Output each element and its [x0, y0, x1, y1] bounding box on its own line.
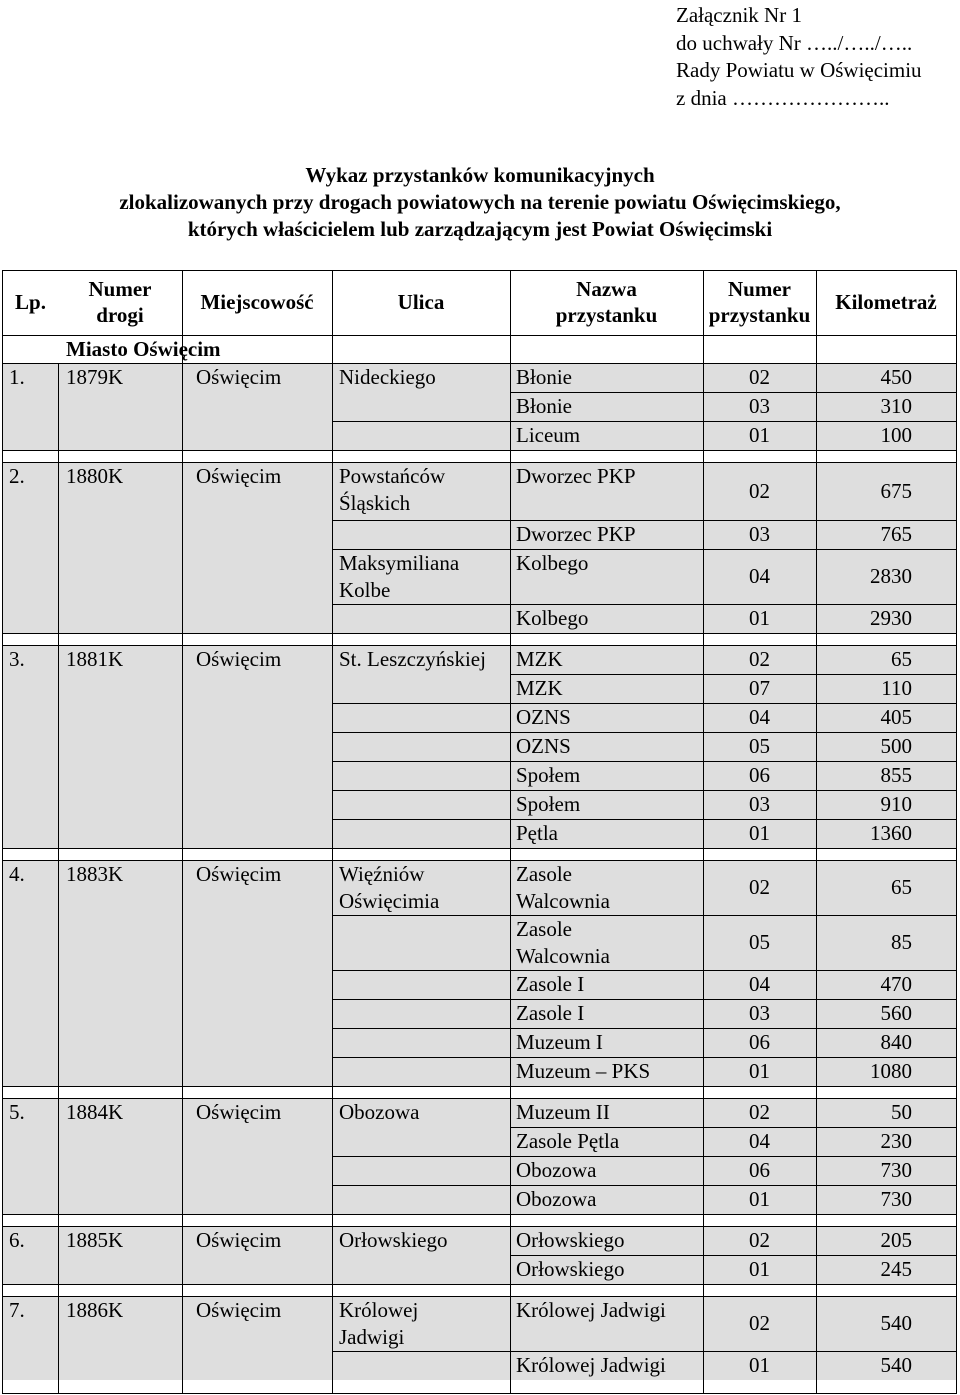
- cell-stop-number: 02: [749, 1311, 770, 1335]
- column-header-line: Miejscowość: [200, 290, 314, 314]
- row-divider: [332, 1156, 956, 1157]
- column-header-line: Lp.: [15, 290, 46, 314]
- cell-lp: 3.: [9, 647, 25, 671]
- cell-stop-name: Muzeum I: [516, 1030, 603, 1054]
- column-header: [58, 276, 182, 328]
- cell-lp: 4.: [9, 862, 25, 886]
- cell-stop-number: 01: [749, 821, 770, 845]
- cell-stop-name: MZK: [516, 647, 563, 671]
- row-divider: [332, 421, 956, 422]
- row-divider: [332, 761, 956, 762]
- section-label: Miasto Oświęcim: [66, 337, 221, 361]
- cell-street: Kolbe: [339, 578, 391, 602]
- column-header: [510, 276, 703, 328]
- cell-km: 2930: [870, 606, 912, 630]
- cell-stop-number: 01: [749, 423, 770, 447]
- cell-km: 855: [880, 763, 912, 787]
- cell-km: 50: [891, 1100, 912, 1124]
- cell-stop-number: 03: [749, 1001, 770, 1025]
- cell-stop-number: 02: [749, 1100, 770, 1124]
- column-header-line: Numer: [88, 277, 152, 301]
- annex-line: Rady Powiatu w Oświęcimiu: [676, 58, 922, 82]
- cell-stop-number: 02: [749, 647, 770, 671]
- column-divider: [816, 271, 817, 1393]
- cell-stop-name: Orłowskiego: [516, 1228, 625, 1252]
- title-line: których właścicielem lub zarządzającym jest Powiat Oświęcimski: [187, 217, 773, 241]
- cell-town: Oświęcim: [196, 647, 282, 671]
- column-header: [703, 276, 816, 328]
- cell-town: Oświęcim: [196, 365, 282, 389]
- group-divider: [3, 1086, 956, 1087]
- group-divider: [3, 450, 956, 451]
- column-header: [182, 289, 332, 315]
- cell-stop-name: Muzeum – PKS: [516, 1059, 651, 1083]
- cell-stop-name: Walcownia: [516, 889, 610, 913]
- cell-km: 310: [880, 394, 912, 418]
- cell-stop-name: Królowej Jadwigi: [516, 1298, 666, 1322]
- cell-stop-name: Zasole I: [516, 1001, 585, 1025]
- cell-km: 100: [880, 423, 912, 447]
- cell-km: 65: [891, 875, 912, 899]
- cell-km: 730: [880, 1158, 912, 1182]
- cell-stop-name: Społem: [516, 792, 581, 816]
- cell-street: Oświęcimia: [339, 889, 440, 913]
- bus-stop-table: [2, 270, 957, 1394]
- cell-stop-name: Zasole I: [516, 972, 585, 996]
- cell-km: 910: [880, 792, 912, 816]
- cell-stop-number: 01: [749, 1059, 770, 1083]
- group-divider: [3, 645, 956, 646]
- cell-street: Obozowa: [339, 1100, 420, 1124]
- cell-km: 405: [880, 705, 912, 729]
- cell-street: Śląskich: [339, 491, 411, 515]
- cell-stop-number: 05: [749, 930, 770, 954]
- cell-stop-name: Orłowskiego: [516, 1257, 625, 1281]
- row-divider: [332, 1185, 956, 1186]
- cell-stop-name: Muzeum II: [516, 1100, 610, 1124]
- cell-stop-name: Dworzec PKP: [516, 464, 636, 488]
- cell-km: 1360: [870, 821, 912, 845]
- cell-km: 730: [880, 1187, 912, 1211]
- cell-km: 2830: [870, 564, 912, 588]
- cell-stop-name: Obozowa: [516, 1187, 597, 1211]
- group-divider: [3, 1098, 956, 1099]
- cell-lp: 7.: [9, 1298, 25, 1322]
- cell-km: 675: [880, 479, 912, 503]
- cell-stop-name: Obozowa: [516, 1158, 597, 1182]
- cell-stop-number: 06: [749, 763, 770, 787]
- group-divider: [3, 462, 956, 463]
- cell-stop-number: 06: [749, 1158, 770, 1182]
- annex-line: Załącznik Nr 1: [676, 3, 802, 27]
- column-header: [816, 289, 956, 315]
- cell-stop-name: Zasole: [516, 862, 572, 886]
- cell-stop-number: 04: [749, 705, 770, 729]
- group-divider: [3, 848, 956, 849]
- cell-street: Powstańców: [339, 464, 446, 488]
- cell-stop-number: 04: [749, 564, 770, 588]
- row-divider: [332, 970, 956, 971]
- column-header-line: Kilometraż: [835, 290, 937, 314]
- cell-km: 110: [881, 676, 912, 700]
- cell-stop-name: Zasole Pętla: [516, 1129, 620, 1153]
- cell-stop-name: Społem: [516, 763, 581, 787]
- cell-stop-name: Liceum: [516, 423, 581, 447]
- row-divider: [332, 999, 956, 1000]
- cell-road: 1879K: [66, 365, 124, 389]
- cell-stop-name: OZNS: [516, 705, 571, 729]
- cell-street: Maksymiliana: [339, 551, 460, 575]
- cell-stop-number: 02: [749, 1228, 770, 1252]
- cell-lp: 1.: [9, 365, 25, 389]
- cell-road: 1886K: [66, 1298, 124, 1322]
- column-header-line: Nazwa: [576, 277, 637, 301]
- group-divider: [3, 1284, 956, 1285]
- cell-stop-number: 03: [749, 522, 770, 546]
- cell-stop-name: MZK: [516, 676, 563, 700]
- cell-stop-name: OZNS: [516, 734, 571, 758]
- cell-street: St. Leszczyńskiej: [339, 647, 486, 671]
- column-header-line: Ulica: [397, 290, 445, 314]
- row-divider: [332, 732, 956, 733]
- column-header-line: przystanku: [708, 303, 811, 327]
- cell-town: Oświęcim: [196, 862, 282, 886]
- cell-km: 765: [880, 522, 912, 546]
- row-divider: [332, 915, 956, 916]
- cell-stop-number: 01: [749, 1353, 770, 1377]
- cell-stop-name: Pętla: [516, 821, 558, 845]
- column-header-line: Numer: [728, 277, 791, 301]
- row-divider: [332, 1028, 956, 1029]
- row-divider: [332, 819, 956, 820]
- cell-km: 470: [880, 972, 912, 996]
- document-title: [0, 162, 960, 243]
- column-divider: [510, 271, 511, 1393]
- cell-lp: 5.: [9, 1100, 25, 1124]
- cell-town: Oświęcim: [196, 1298, 282, 1322]
- annex-line: z dnia …………………..: [676, 85, 890, 110]
- annex-block: [676, 2, 922, 112]
- cell-km: 560: [880, 1001, 912, 1025]
- cell-town: Oświęcim: [196, 464, 282, 488]
- cell-town: Oświęcim: [196, 1228, 282, 1252]
- cell-stop-name: Błonie: [516, 365, 572, 389]
- cell-street: Orłowskiego: [339, 1228, 448, 1252]
- cell-stop-number: 03: [749, 792, 770, 816]
- cell-stop-number: 03: [749, 394, 770, 418]
- cell-street: Więźniów: [339, 862, 425, 886]
- title-line: Wykaz przystanków komunikacyjnych: [305, 163, 655, 187]
- cell-stop-number: 05: [749, 734, 770, 758]
- cell-stop-name: Kolbego: [516, 551, 589, 575]
- group-divider: [3, 1214, 956, 1215]
- cell-stop-number: 04: [749, 972, 770, 996]
- row-divider: [332, 520, 956, 521]
- row-divider: [332, 604, 956, 605]
- cell-stop-number: 01: [749, 1187, 770, 1211]
- cell-km: 65: [891, 647, 912, 671]
- cell-stop-number: 02: [749, 875, 770, 899]
- cell-stop-number: 04: [749, 1129, 770, 1153]
- cell-street: Jadwigi: [339, 1325, 405, 1349]
- group-divider: [3, 1296, 956, 1297]
- group-divider: [3, 1226, 956, 1227]
- cell-road: 1884K: [66, 1100, 124, 1124]
- title-line: zlokalizowanych przy drogach powiatowych na terenie powiatu Oświęcimskiego,: [119, 190, 841, 214]
- cell-stop-name: Zasole: [516, 917, 572, 941]
- cell-stop-name: Kolbego: [516, 606, 589, 630]
- cell-road: 1880K: [66, 464, 124, 488]
- cell-stop-number: 01: [749, 606, 770, 630]
- annex-line: do uchwały Nr …../…../…..: [676, 30, 913, 55]
- cell-km: 500: [880, 734, 912, 758]
- cell-km: 540: [880, 1311, 912, 1335]
- cell-road: 1883K: [66, 862, 124, 886]
- cell-km: 230: [880, 1129, 912, 1153]
- cell-km: 540: [880, 1353, 912, 1377]
- cell-stop-number: 06: [749, 1030, 770, 1054]
- cell-town: Oświęcim: [196, 1100, 282, 1124]
- cell-stop-number: 07: [749, 676, 770, 700]
- column-divider: [58, 363, 59, 1393]
- cell-street: Królowej: [339, 1298, 419, 1322]
- row-divider: [332, 703, 956, 704]
- cell-stop-name: Błonie: [516, 394, 572, 418]
- cell-stop-number: 02: [749, 365, 770, 389]
- column-divider: [332, 271, 333, 1393]
- cell-stop-name: Walcownia: [516, 944, 610, 968]
- cell-stop-name: Królowej Jadwigi: [516, 1353, 666, 1377]
- column-header-line: przystanku: [555, 303, 658, 327]
- group-divider: [3, 633, 956, 634]
- group-divider: [3, 860, 956, 861]
- cell-road: 1885K: [66, 1228, 124, 1252]
- column-header-line: drogi: [96, 303, 144, 327]
- cell-km: 245: [880, 1257, 912, 1281]
- cell-km: 205: [880, 1228, 912, 1252]
- column-divider: [182, 271, 183, 1393]
- cell-km: 840: [880, 1030, 912, 1054]
- column-header: [3, 289, 58, 315]
- cell-stop-number: 01: [749, 1257, 770, 1281]
- cell-stop-name: Dworzec PKP: [516, 522, 636, 546]
- cell-km: 1080: [870, 1059, 912, 1083]
- column-header: [332, 289, 510, 315]
- row-divider: [332, 790, 956, 791]
- cell-lp: 2.: [9, 464, 25, 488]
- cell-road: 1881K: [66, 647, 124, 671]
- cell-street: Nideckiego: [339, 365, 436, 389]
- cell-stop-number: 02: [749, 479, 770, 503]
- cell-km: 450: [880, 365, 912, 389]
- cell-lp: 6.: [9, 1228, 25, 1252]
- cell-km: 85: [891, 930, 912, 954]
